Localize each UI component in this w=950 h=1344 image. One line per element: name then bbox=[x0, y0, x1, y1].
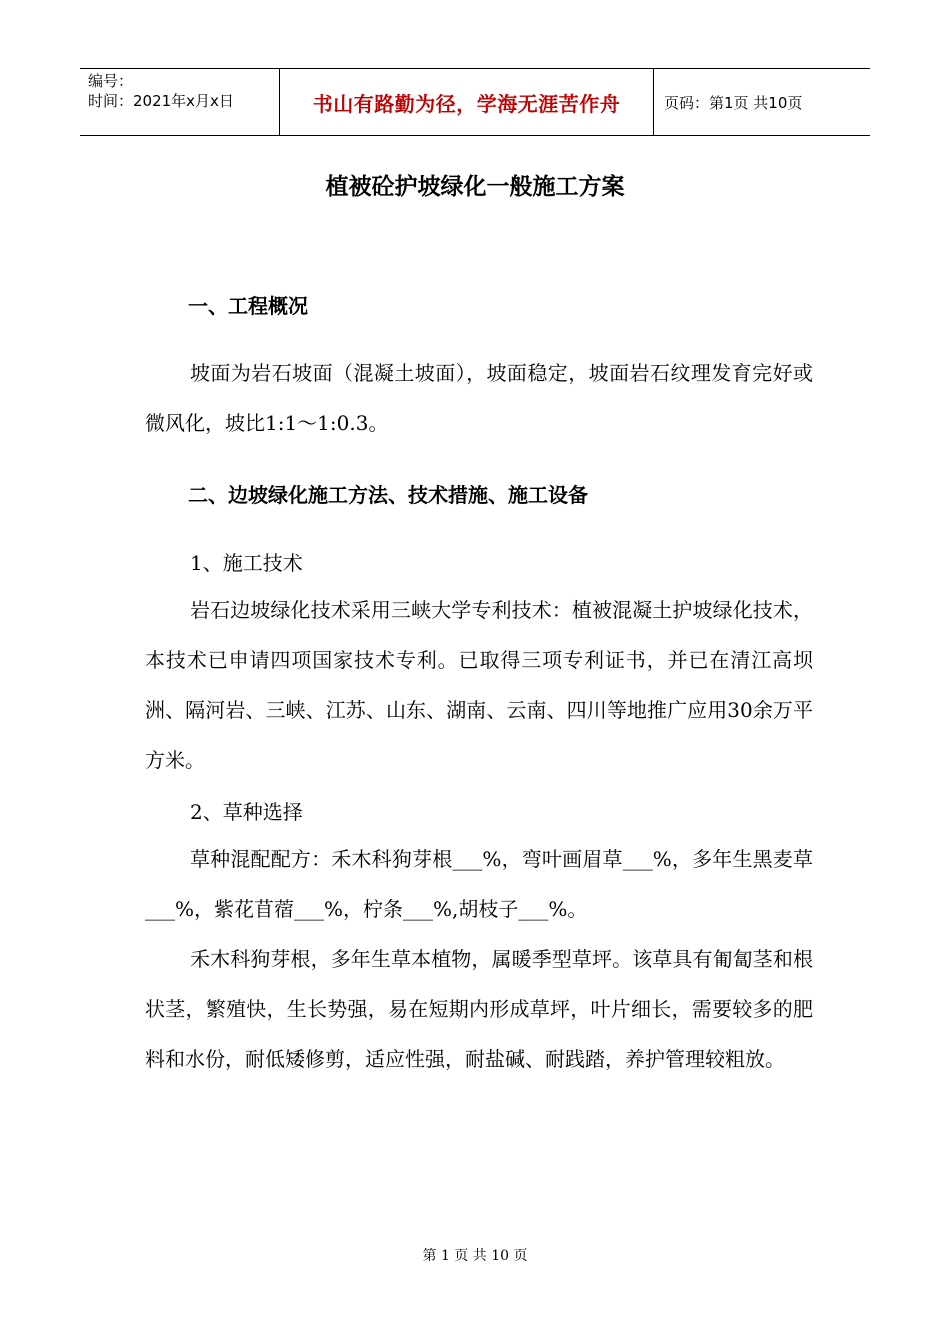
header-motto-cell bbox=[280, 69, 654, 135]
paragraph-grass-formula: 草种混配配方：禾木科狗芽根___%，弯叶画眉草___%，多年生黑麦草___%，紫花苜蓿___%，柠条___%,胡枝子___%。 bbox=[145, 847, 813, 921]
page-footer: 第 1 页 共 10 页 bbox=[422, 1248, 528, 1264]
header-table bbox=[80, 68, 870, 136]
subheading-grass-selection: 2、草种选择 bbox=[190, 800, 303, 824]
header-meta-cell bbox=[80, 69, 280, 135]
paragraph-technique: 岩石边坡绿化技术采用三峡大学专利技术：植被混凝土护坡绿化技术，本技术已申请四项国家技术专利。已取得三项专利证书，并已在清江高坝洲、隔河岩、三峡、江苏、山东、湖南、云南、四川等地推广应用30余万平方米。 bbox=[145, 598, 813, 772]
page-info: 页码：第1页 共10页 bbox=[664, 93, 803, 112]
number-label: 编号： bbox=[88, 72, 134, 90]
paragraph-overview: 坡面为岩石坡面（混凝土坡面），坡面稳定，坡面岩石纹理发育完好或微风化，坡比1:1～1:0.3。 bbox=[145, 361, 813, 435]
section-heading-methods: 二、边坡绿化施工方法、技术措施、施工设备 bbox=[188, 483, 588, 507]
section-heading-overview: 一、工程概况 bbox=[188, 294, 308, 318]
document-title: 植被砼护坡绿化一般施工方案 bbox=[325, 173, 625, 200]
time-label: 时间：2021年x月x日 bbox=[88, 92, 234, 110]
subheading-technique: 1、施工技术 bbox=[190, 551, 303, 575]
motto-text: 书山有路勤为径，学海无涯苦作舟 bbox=[312, 91, 621, 116]
header-page-cell bbox=[654, 69, 870, 135]
paragraph-bermuda-grass: 禾木科狗芽根，多年生草本植物，属暖季型草坪。该草具有匍匐茎和根状茎，繁殖快，生长势强，易在短期内形成草坪，叶片细长，需要较多的肥料和水份，耐低矮修剪，适应性强，耐盐碱、耐践踏，养护管理较粗放。 bbox=[145, 947, 813, 1071]
